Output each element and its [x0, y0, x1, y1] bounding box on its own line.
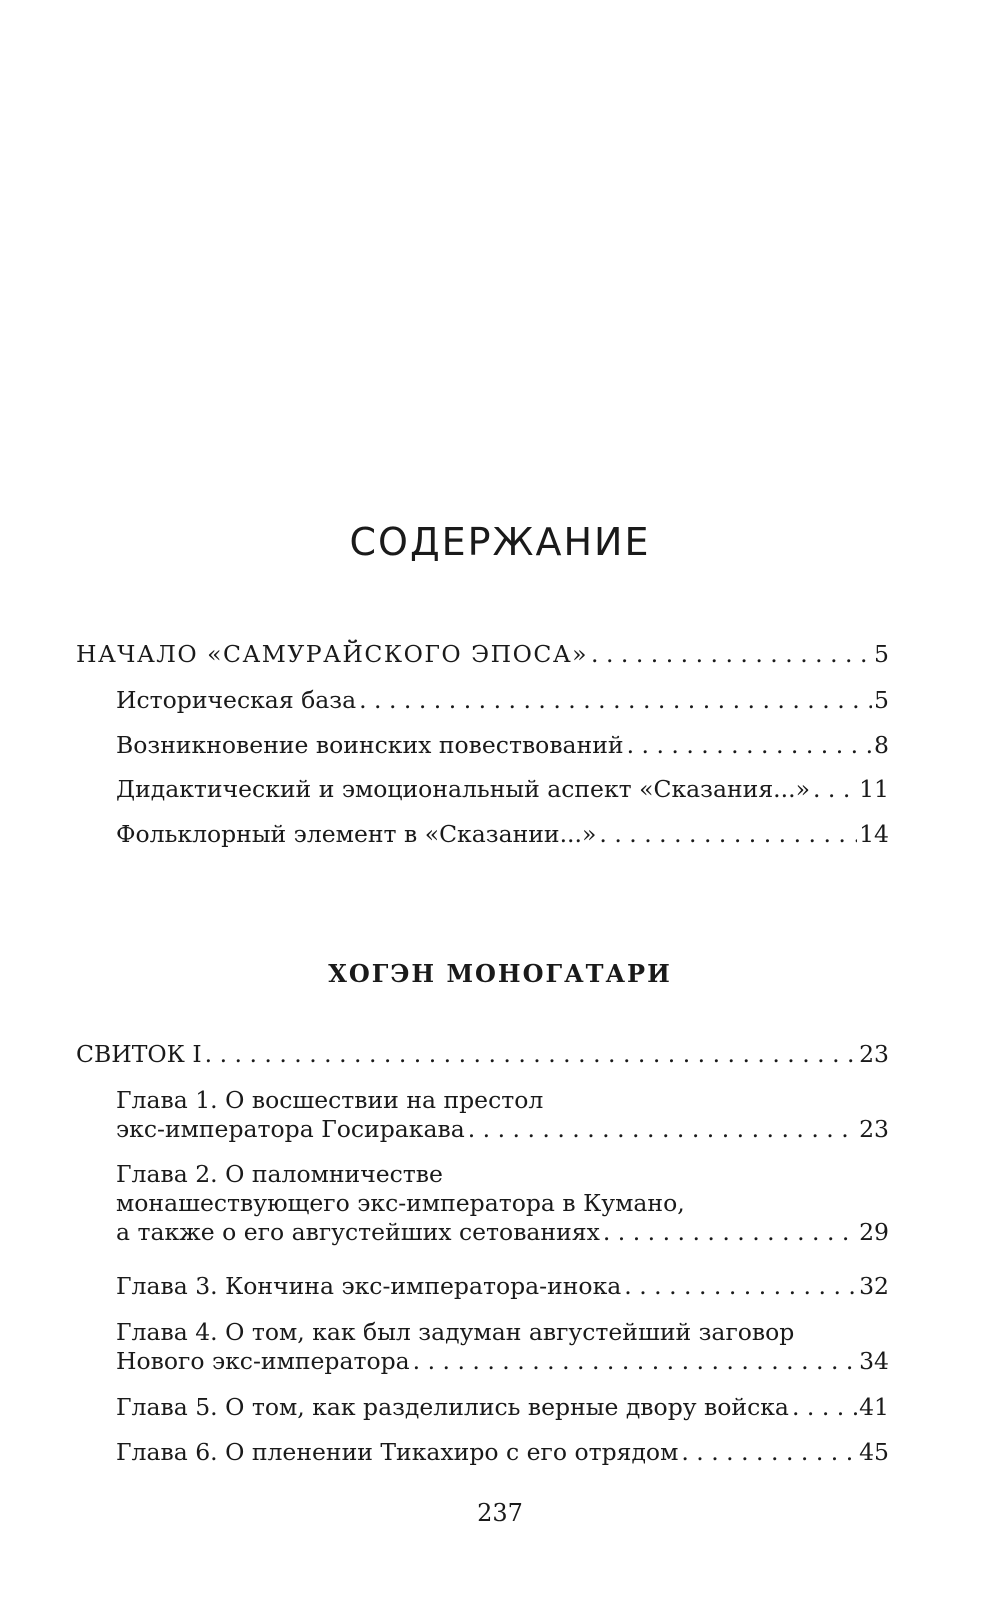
toc-leader-dots: [359, 686, 872, 715]
toc-leader-dots: [599, 820, 857, 849]
toc-page-number: 23: [859, 1115, 889, 1143]
toc-chapter-line: экс-императора Госиракава: [116, 1115, 465, 1143]
toc-page-number: 8: [874, 731, 889, 759]
toc-page-number: 41: [859, 1393, 889, 1421]
toc-leader-dots: [603, 1218, 857, 1247]
toc-item: [116, 686, 889, 715]
toc-page-number: 32: [859, 1272, 889, 1300]
toc-page-number: 14: [859, 820, 889, 848]
toc-page-number: 29: [859, 1218, 889, 1246]
toc-leader-dots: [813, 775, 857, 804]
toc-page-number: 23: [859, 1040, 889, 1068]
toc-chapter-line: Глава 1. О восшествии на престол: [116, 1086, 544, 1114]
toc-chapter: [116, 1272, 889, 1301]
toc-chapter: [116, 1160, 889, 1247]
toc-chapter: [116, 1086, 889, 1144]
toc-chapter-line: Глава 5. О том, как разделились верные двору войска: [116, 1393, 789, 1421]
toc-part-heading: [76, 1040, 889, 1069]
toc-chapter-line: Глава 3. Кончина экс-императора-инока: [116, 1272, 622, 1300]
toc-part-title: НАЧАЛО «САМУРАЙСКОГО ЭПОСА»: [76, 640, 589, 668]
toc-page-number: 45: [859, 1438, 889, 1466]
toc-page-number: 5: [874, 640, 889, 668]
toc-part-heading: [76, 640, 889, 669]
section-title: ХОГЭН МОНОГАТАРИ: [328, 959, 672, 988]
toc-scroll-title: СВИТОК I: [76, 1040, 202, 1068]
toc-chapter-line: а также о его августейших сетованиях: [116, 1218, 600, 1246]
toc-item-title: Историческая база: [116, 686, 357, 714]
toc-page-number: 34: [859, 1347, 889, 1375]
page-number: 237: [477, 1499, 523, 1527]
toc-item-title: Дидактический и эмоциональный аспект «Сказания...»: [116, 775, 810, 803]
toc-leader-dots: [205, 1040, 857, 1069]
toc-chapter: [116, 1393, 889, 1422]
toc-item-title: Фольклорный элемент в «Сказании...»: [116, 820, 597, 848]
toc-item: [116, 820, 889, 849]
toc-item: [116, 775, 889, 804]
contents-title: СОДЕРЖАНИЕ: [349, 520, 651, 564]
toc-leader-dots: [681, 1438, 857, 1467]
toc-chapter: [116, 1318, 889, 1376]
toc-leader-dots: [468, 1115, 857, 1144]
toc-leader-dots: [591, 640, 872, 669]
toc-leader-dots: [627, 731, 872, 760]
toc-item: [116, 731, 889, 760]
toc-page-number: 5: [874, 686, 889, 714]
toc-leader-dots: [792, 1393, 857, 1422]
toc-chapter-line: монашествующего экс-императора в Кумано,: [116, 1189, 685, 1217]
toc-chapter-line: Нового экс-императора: [116, 1347, 410, 1375]
toc-chapter-line: Глава 2. О паломничестве: [116, 1160, 443, 1188]
toc-chapter-line: Глава 6. О пленении Тикахиро с его отрядом: [116, 1438, 679, 1466]
toc-leader-dots: [413, 1347, 857, 1376]
toc-leader-dots: [624, 1272, 857, 1301]
toc-chapter: [116, 1438, 889, 1467]
toc-chapter-line: Глава 4. О том, как был задуман августейший заговор: [116, 1318, 795, 1346]
toc-page-number: 11: [859, 775, 889, 803]
toc-item-title: Возникновение воинских повествований: [116, 731, 624, 759]
